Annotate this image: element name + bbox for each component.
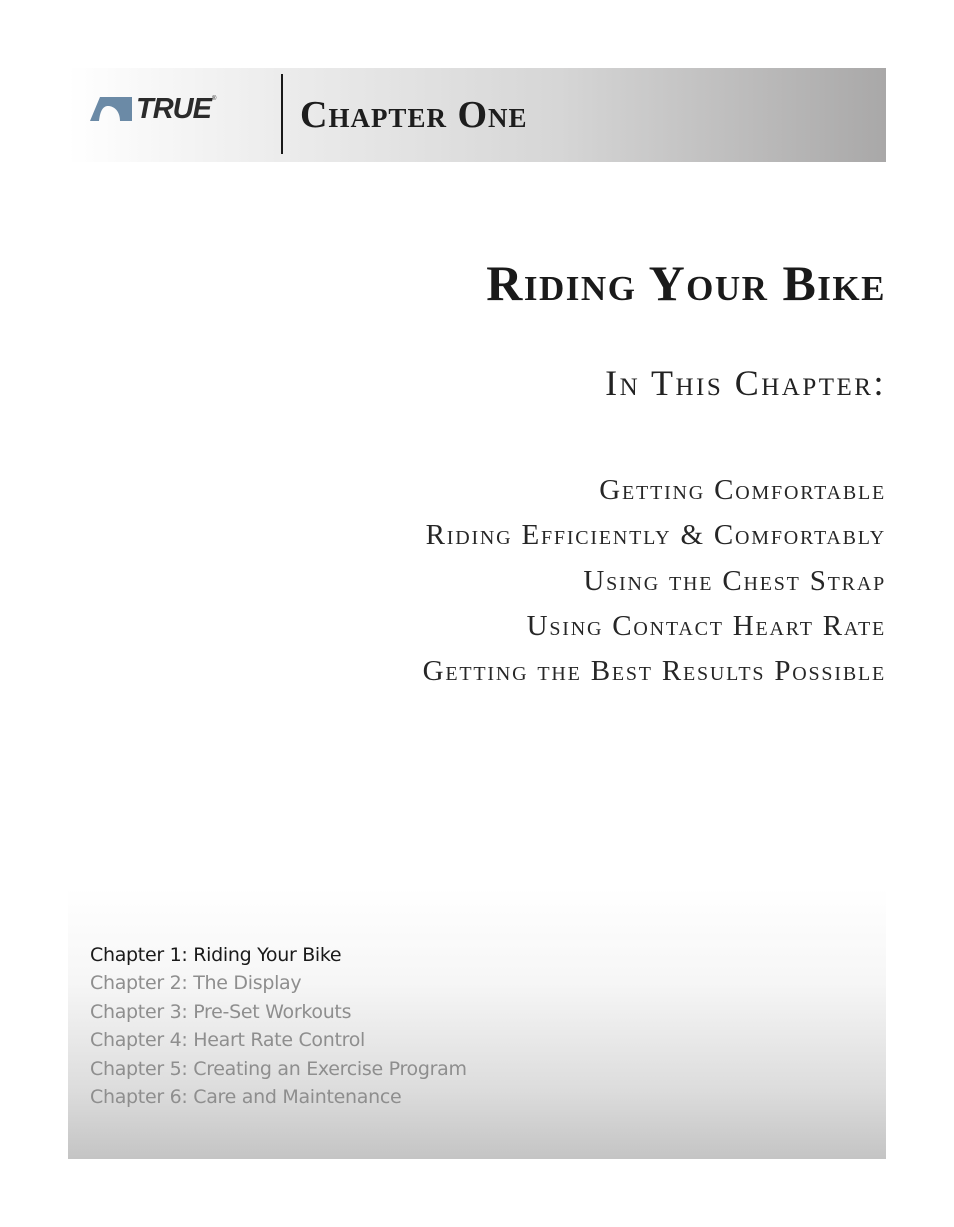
logo-trademark: ® (211, 96, 217, 102)
chapter-nav-item-2[interactable]: Chapter 2: The Display (90, 972, 302, 995)
topic-item: Getting Comfortable (599, 474, 886, 506)
logo-text: TRUE (136, 93, 211, 125)
topic-item: Using the Chest Strap (583, 564, 886, 597)
topic-item: Using Contact Heart Rate (526, 609, 886, 642)
header-divider (281, 74, 283, 154)
arch-logo-icon (90, 97, 132, 121)
topic-item: Getting the Best Results Possible (422, 655, 886, 688)
topic-item: Riding Efficiently & Comfortably (425, 519, 886, 552)
chapter-nav-item-4[interactable]: Chapter 4: Heart Rate Control (90, 1029, 366, 1052)
chapter-nav (90, 941, 467, 1111)
section-heading: In This Chapter: (605, 363, 886, 403)
chapter-nav-item-6[interactable]: Chapter 6: Care and Maintenance (90, 1086, 402, 1109)
chapter-topics (423, 468, 886, 694)
chapter-label: Chapter One (300, 94, 528, 136)
chapter-nav-item-1[interactable]: Chapter 1: Riding Your Bike (90, 944, 342, 966)
chapter-nav-item-5[interactable]: Chapter 5: Creating an Exercise Program (90, 1057, 467, 1080)
chapter-nav-item-3[interactable]: Chapter 3: Pre-Set Workouts (90, 1000, 352, 1023)
page-title: Riding Your Bike (486, 255, 886, 311)
brand-logo (90, 93, 217, 125)
